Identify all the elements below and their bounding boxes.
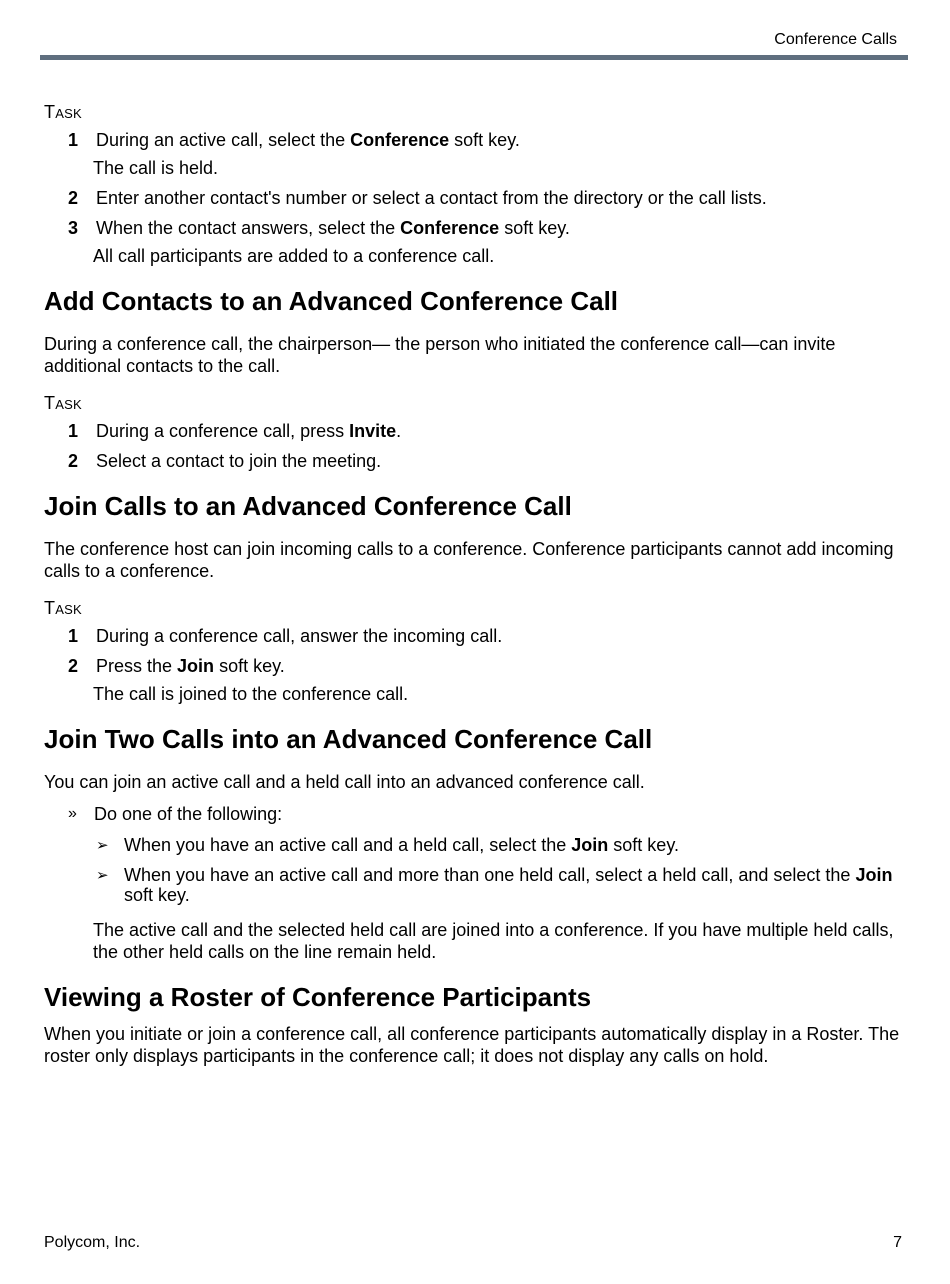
task-label: TASK xyxy=(44,393,82,413)
section-heading-join-calls: Join Calls to an Advanced Conference Call xyxy=(44,491,572,521)
section-body: You can join an active call and a held call into an advanced conference call. xyxy=(44,772,645,792)
footer-company: Polycom, Inc. xyxy=(44,1234,141,1251)
section-heading-join-two-calls: Join Two Calls into an Advanced Conference Call xyxy=(44,724,653,754)
sub-bullet-item: ➢ When you have an active call and a held call, select the Join soft key. xyxy=(96,835,679,855)
task-step: 3 When the contact answers, select the Conference soft key. xyxy=(68,218,570,238)
task-step: 2 Enter another contact's number or select a contact from the directory or the call lists. xyxy=(68,188,767,208)
task-step: 1 During an active call, select the Conference soft key. xyxy=(68,130,520,150)
section-body: During a conference call, the chairperson— the person who initiated the conference call—can invite additional contacts to the call. xyxy=(44,334,836,376)
header-rule xyxy=(40,55,908,60)
section-body: When you initiate or join a conference call, all conference participants automatically display in a Roster. The roster only displays participants in the conference call; it does not display any calls on hold. xyxy=(44,1024,900,1066)
task-step: 2 Select a contact to join the meeting. xyxy=(68,451,382,471)
section-body: The conference host can join incoming calls to a conference. Conference participants cannot add incoming calls to a conference. xyxy=(44,539,894,581)
task-step: 2 Press the Join soft key. xyxy=(68,656,285,676)
outcome-text: The active call and the selected held call are joined into a conference. If you have multiple held calls, the other held calls on the line remain held. xyxy=(93,920,894,962)
section-heading-roster: Viewing a Roster of Conference Participants xyxy=(44,982,592,1012)
arrow-bullet-icon: ➢ xyxy=(96,867,109,884)
running-header: Conference Calls xyxy=(774,31,897,48)
step-result: All call participants are added to a conference call. xyxy=(93,246,495,266)
section-heading-add-contacts: Add Contacts to an Advanced Conference Call xyxy=(44,286,619,316)
step-result: The call is held. xyxy=(93,158,219,178)
arrow-bullet-icon: ➢ xyxy=(96,837,109,854)
task-label: TASK xyxy=(44,102,82,122)
page-content xyxy=(44,102,906,1067)
step-result: The call is joined to the conference call. xyxy=(93,684,409,704)
footer-page-number: 7 xyxy=(893,1234,902,1251)
sub-bullet-item: ➢ When you have an active call and more than one held call, select a held call, and select the Join soft key. xyxy=(96,865,893,905)
task-step: 1 During a conference call, answer the incoming call. xyxy=(68,626,503,646)
task-step: 1 During a conference call, press Invite. xyxy=(68,421,402,441)
bullet-item: » Do one of the following: xyxy=(68,804,283,824)
task-label: TASK xyxy=(44,598,82,618)
